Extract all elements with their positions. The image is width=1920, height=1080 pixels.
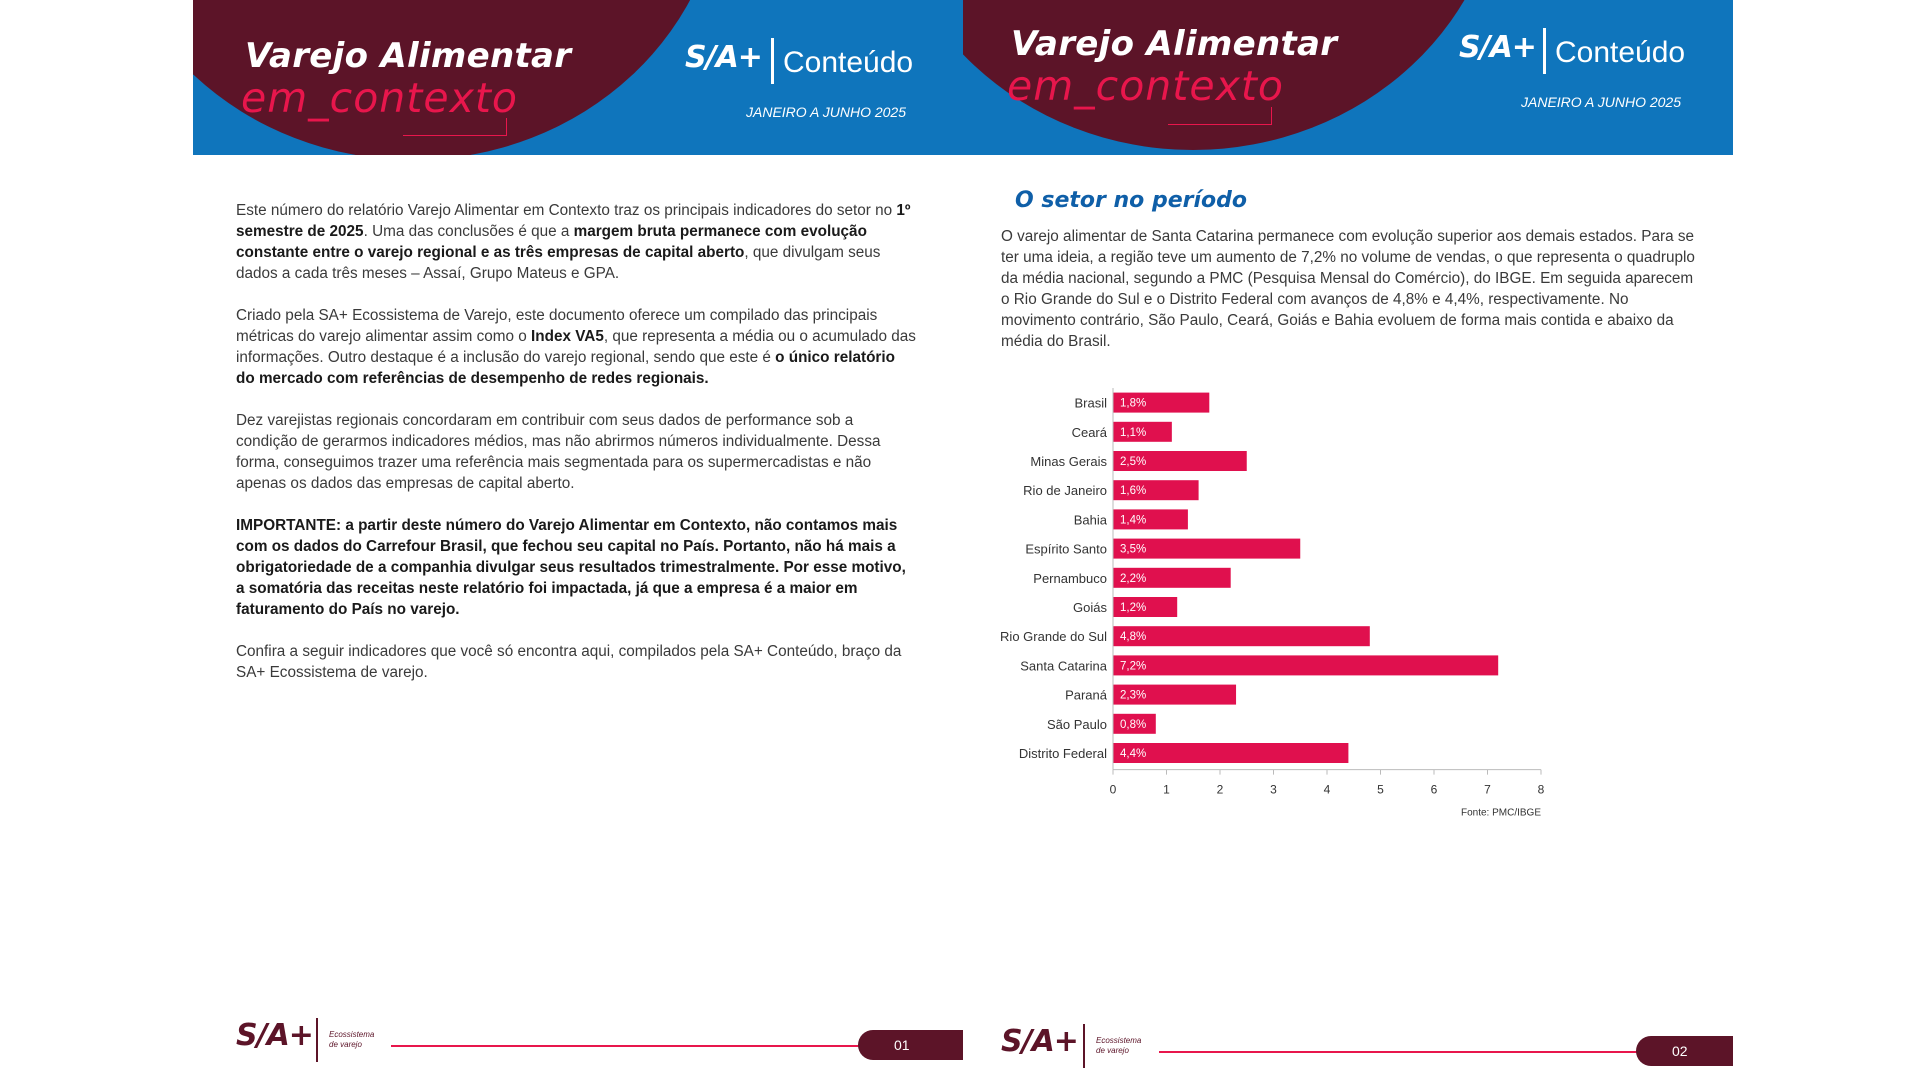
subtitle-underline: [1168, 107, 1272, 125]
data-label: 1,4%: [1120, 514, 1147, 527]
footer-logo: S/A+: [236, 1018, 313, 1053]
header-banner: [193, 0, 963, 155]
section-title: O setor no período: [1015, 188, 1247, 213]
footer-tagline-line-2: de varejo: [1096, 1046, 1129, 1055]
section-text: O varejo alimentar de Santa Catarina permanece com evolução superior aos demais estados. Para se ter uma ideia, a região teve um aumento de 7,2% no volume de vendas, o que representa o quadruplo da média nacional, segundo a PMC (Pesquisa Mensal do Comércio), do IBGE. Em seguida aparecem o Rio Grande do Sul e o Distrito Federal com avanços de 4,8% e 4,4%, respectivamente. No movimento contrário, São Paulo, Ceará, Goiás e Bahia evoluem de forma mais contida e abaixo da média do Brasil.: [1001, 228, 1695, 350]
category-label: Santa Catarina: [1020, 658, 1107, 674]
x-tick-label: 0: [1109, 782, 1117, 797]
x-tick-label: 8: [1537, 782, 1545, 797]
report-title: Varejo Alimentar: [1011, 24, 1338, 64]
page-1: [193, 0, 963, 1080]
footer-line: [391, 1045, 861, 1047]
category-label: Rio de Janeiro: [1023, 483, 1107, 499]
footer-tagline-line-2: de varejo: [329, 1040, 362, 1049]
data-label: 1,1%: [1120, 426, 1147, 439]
footer-tagline-line-1: Ecossistema: [329, 1030, 375, 1039]
data-label: 1,8%: [1120, 397, 1147, 410]
footer-tagline: [1096, 1036, 1141, 1056]
x-tick-label: 3: [1270, 782, 1277, 797]
bar: [1113, 626, 1370, 646]
text-run: Criado pela SA+ Ecossistema de Varejo, este documento oferece um compilado das principais métricas do varejo alimentar assim como o: [236, 307, 878, 345]
data-label: 4,8%: [1120, 631, 1147, 644]
data-label: 2,3%: [1120, 689, 1147, 702]
category-label: Rio Grande do Sul: [1000, 629, 1107, 645]
category-label: Goiás: [1073, 600, 1107, 615]
bold-text-run: margem bruta permanece com evolução constante entre o varejo regional e as três empresas de capital aberto: [236, 223, 867, 261]
text-run: , que divulgam seus dados a cada três meses – Assaí, Grupo Mateus e GPA.: [236, 244, 881, 282]
logo-separator: [771, 38, 774, 84]
category-label: Ceará: [1071, 424, 1107, 440]
bold-text-run: Index VA5: [531, 328, 604, 345]
data-label: 7,2%: [1120, 660, 1147, 673]
text-run: . Uma das conclusões é que a: [363, 223, 574, 240]
report-subtitle: em_contexto: [1007, 62, 1284, 110]
x-tick-label: 5: [1377, 782, 1384, 797]
category-label: Bahia: [1073, 512, 1107, 528]
page-number: 02: [1636, 1036, 1733, 1066]
logo-separator: [1543, 28, 1546, 74]
footer-separator: [1083, 1024, 1085, 1068]
footer-logo: S/A+: [1001, 1024, 1078, 1059]
intro-paragraph: [236, 641, 916, 683]
x-tick-label: 7: [1484, 782, 1491, 797]
data-label: 1,2%: [1120, 602, 1147, 614]
brand-name: Conteúdo: [783, 46, 914, 79]
category-label: Brasil: [1074, 395, 1107, 411]
data-label: 2,5%: [1120, 456, 1147, 468]
page-2: [963, 0, 1733, 1080]
page-number: 01: [858, 1030, 963, 1060]
sa-plus-logo: S/A+: [1459, 30, 1536, 65]
report-subtitle: em_contexto: [241, 74, 518, 122]
text-run: , que representa a média ou o acumulado das informações. Outro destaque é a inclusão do varejo regional, sendo que este é: [236, 328, 916, 366]
footer-separator: [316, 1018, 318, 1062]
footer-tagline: [329, 1030, 374, 1050]
footer-tagline-line-1: Ecossistema: [1096, 1036, 1142, 1045]
category-label: Distrito Federal: [1018, 746, 1107, 761]
text-run: Este número do relatório Varejo Alimentar em Contexto traz os principais indicadores do setor no: [236, 202, 897, 219]
x-tick-label: 4: [1323, 782, 1331, 797]
category-label: Pernambuco: [1033, 570, 1107, 586]
category-label: Paraná: [1065, 687, 1107, 703]
header-banner: [963, 0, 1733, 155]
data-label: 2,2%: [1120, 572, 1147, 585]
x-tick-label: 1: [1163, 782, 1170, 797]
bold-text-run: o único relatório do mercado com referências de desempenho de redes regionais.: [236, 349, 895, 387]
intro-paragraph: [236, 200, 916, 284]
footer-line: [1159, 1051, 1639, 1053]
report-period: JANEIRO A JUNHO 2025: [746, 104, 907, 120]
x-tick-label: 6: [1430, 782, 1438, 797]
intro-paragraph: [236, 410, 916, 494]
data-label: 3,5%: [1120, 543, 1147, 556]
category-label: Minas Gerais: [1030, 454, 1107, 469]
category-label: Espírito Santo: [1025, 541, 1107, 557]
bar: [1113, 655, 1498, 675]
brand-name: Conteúdo: [1555, 36, 1686, 69]
report-title: Varejo Alimentar: [245, 36, 572, 76]
bold-text-run: 1º semestre de 2025: [236, 202, 911, 240]
intro-paragraph: [236, 515, 916, 620]
chart-source: Fonte: PMC/IBGE: [1460, 807, 1541, 819]
category-label: São Paulo: [1047, 716, 1107, 732]
intro-paragraph: [236, 305, 916, 389]
bar: [1113, 743, 1348, 763]
data-label: 0,8%: [1120, 718, 1147, 731]
data-label: 1,6%: [1120, 485, 1147, 498]
data-label: 4,4%: [1120, 748, 1147, 760]
x-tick-label: 2: [1216, 782, 1224, 797]
text-run: Confira a seguir indicadores que você só encontra aqui, compilados pela SA+ Conteúdo, braço da SA+ Ecossistema de varejo.: [236, 643, 902, 681]
sa-plus-logo: S/A+: [685, 40, 762, 75]
intro-text: [236, 200, 916, 704]
report-period: JANEIRO A JUNHO 2025: [1521, 94, 1682, 110]
text-run: Dez varejistas regionais concordaram em contribuir com seus dados de performance sob a condição de gerarmos indicadores médios, mas não abrirmos números individualmente. Dessa forma, conseguimos trazer uma referência mais segmentada para os supermercadistas e não apenas os dados das empresas de capital aberto.: [236, 412, 881, 492]
bold-text-run: IMPORTANTE: a partir deste número do Varejo Alimentar em Contexto, não contamos mais com os dados do Carrefour Brasil, que fechou seu capital no País. Portanto, não há mais a obrigatoriedade de a companhia divulgar seus resultados trimestralmente. Por esse motivo, a somatória das receitas neste relatório foi impactada, já que a empresa é a maior em faturamento do País no varejo.: [236, 517, 906, 618]
sales-growth-bar-chart: [963, 380, 1733, 820]
subtitle-underline: [403, 118, 507, 136]
